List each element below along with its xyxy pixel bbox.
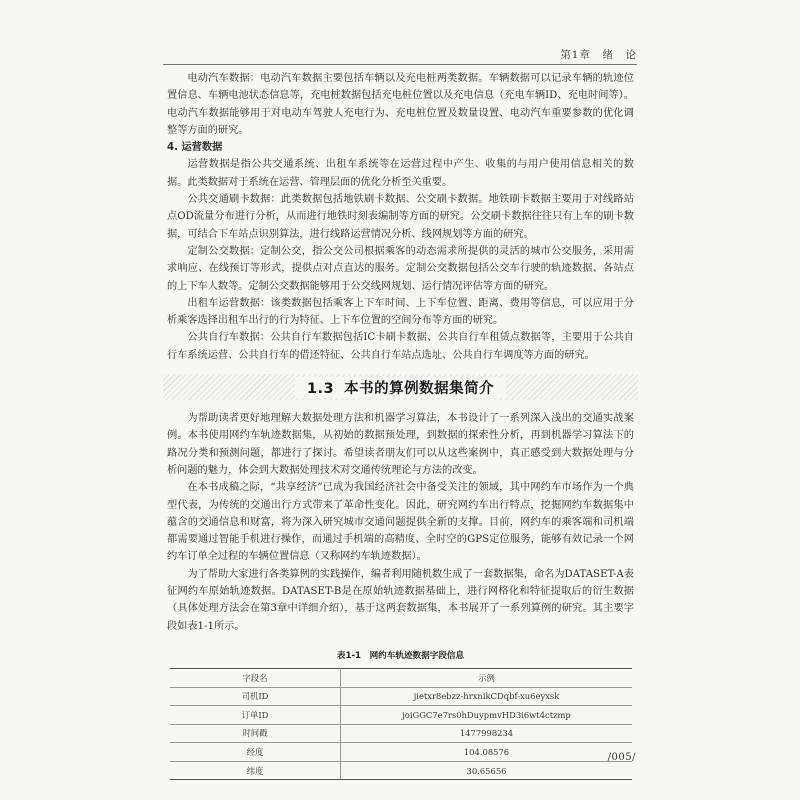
table-cell-field: 时间戳 [170, 724, 341, 743]
section-heading [295, 377, 506, 398]
header-rule [163, 64, 637, 65]
table-row [170, 761, 632, 780]
table-cell-example: 1477998234 [341, 724, 633, 743]
table-cell-example: jietxr8ebzz-hrxnikCDqbf-xu6eyxsk [341, 687, 633, 706]
table-row [170, 743, 632, 762]
paragraph-taxi-data: 出租车运营数据：该类数据包括乘客上下车时间、上下车位置、距离、费用等信息，可以应用于分析乘客选择出租车出行的行为特征、上下车位置的空间分布等方面的研究。 [167, 297, 634, 327]
fields-table [170, 668, 632, 781]
table-header-example: 示例 [341, 668, 633, 687]
paragraph-ev-data: 电动汽车数据：电动汽车数据主要包括车辆以及充电桩两类数据。车辆数据可以记录车辆的轨迹位置信息、车辆电池状态信息等，充电桩数据包括充电桩位置以及充电信息（充电车辆ID、充电时间等）。电动汽车数据能够用于对电动车驾驶人充电行为、充电桩位置及数量设置、电动汽车重要参数的优化调整等方面的研究。 [167, 73, 634, 136]
table-header-row [170, 668, 632, 687]
paragraph-ops-intro: 运营数据是指公共交通系统、出租车系统等在运营过程中产生、收集的与用户使用信息相关的数据。此类数据对于系统在运营、管理层面的优化分析至关重要。 [167, 159, 634, 188]
table-cell-example: joiGGC7e7rs0hDuypmvHD3i6wt4ctzmp [341, 706, 633, 725]
page-number: /005/ [607, 752, 636, 763]
paragraph-dataset: 为了帮助大家进行各类算例的实践操作，编者利用随机数生成了一套数据集，命名为DATASET-A表征网约车原始轨迹数据。DATASET-B是在原始轨迹数据基础上，进行网格化和特征提取后的衍生数据（具体处理方法会在第3章中详细介绍），基于这两套数据集，本书展开了一系列算例的研究。其主要字段如表1-1所示。 [167, 568, 634, 632]
table-row [170, 687, 632, 706]
table-cell-field: 经度 [170, 743, 341, 762]
paragraph-bike-data: 公共自行车数据：公共自行车数据包括IC卡刷卡数据、公共自行车租赁点数据等，主要用于公共自行车系统运营、公共自行车的借还特征、公共自行车站点选址、公共自行车调度等方面的研究。 [167, 332, 634, 361]
table-row [170, 706, 632, 725]
table-cell-field: 订单ID [170, 706, 341, 725]
paragraph-section-intro: 为帮助读者更好地理解大数据处理方法和机器学习算法，本书设计了一系列深入浅出的交通实战案例。本书使用网约车轨迹数据集，从初始的数据预处理，到数据的探索性分析，再到机器学习算法下的路况分类和预测问题，都进行了探讨。希望读者朋友们可以从这些案例中，真正感受到大数据处理与分析问题的魅力，体会到大数据处理技术对交通传统理论与方法的改变。 [167, 413, 634, 476]
paragraph-card-data: 公共交通刷卡数据：此类数据包括地铁刷卡数据、公交刷卡数据。地铁刷卡数据主要用于对线路站点OD流量分布进行分析，从而进行地铁时刻表编制等方面的研究。公交刷卡数据往往只有上车的刷卡数据，可结合下车站点识别算法，进行线路运营情况分析、线网规划等方面的研究。 [167, 194, 634, 240]
table-cell-field: 司机ID [170, 687, 341, 706]
table-cell-example: 30.65656 [341, 761, 633, 780]
section-title: 本书的算例数据集简介 [344, 380, 495, 397]
table-row [170, 724, 632, 743]
running-head: 第1章 绪 论 [560, 49, 637, 61]
table-cell-example: 104.08576 [341, 743, 633, 762]
section-number: 1.3 [306, 380, 335, 397]
page-body [167, 70, 634, 780]
table-cell-field: 纬度 [170, 761, 341, 780]
paragraph-sharing-economy: 在本书成稿之际，“共享经济”已成为我国经济社会中备受关注的领域，其中网约车市场作为一个典型代表，为传统的交通出行方式带来了革命性变化。因此，研究网约车出行特点，挖掘网约车数据集中蕴含的交通信息和财富，将为深入研究城市交通问题提供全新的支撑。目前，网约车的乘客端和司机端都需要通过智能手机进行操作，而通过手机端的高精度、全时空的GPS定位服务，能够有效记录一个网约车订单全过程的车辆位置信息（又称网约车轨迹数据）。 [167, 482, 634, 563]
table-caption: 表1-1 网约车轨迹数据字段信息 [336, 650, 465, 661]
section-heading-banner [163, 374, 638, 400]
subhead-operations-data: 4. 运营数据 [167, 142, 223, 154]
paragraph-custom-bus: 定制公交数据：定制公交，指公交公司根据乘客的动态需求所提供的灵活的城市公交服务，采用需求响应、在线预订等形式，提供点对点直达的服务。定制公交数据包括公交车行驶的轨迹数据、各站点的上下车人数等。定制公交数据能够用于公交线网规划、运行情况评估等方面的研究。 [167, 245, 634, 292]
table-header-field: 字段名 [170, 668, 341, 687]
